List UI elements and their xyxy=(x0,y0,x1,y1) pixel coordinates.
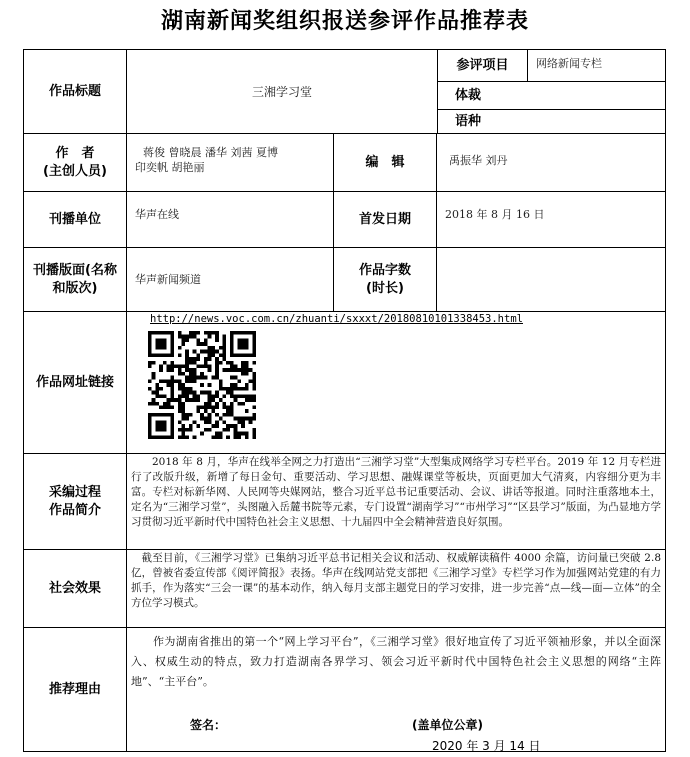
process-text: 2018 年 8 月，华声在线举全网之力打造出“三湘学习堂”大型集成网络学习专栏平台。2019 年 12 月专栏进行了改版升级，新增了每日金句、重要活动、学习思想、融媒课堂等板块，页面更加大气清爽，内容细分更为丰富。专栏对标新华网、人民网等央媒网站，整合习近平总书记重要活动、会议、讲话等报道。同时注重落地本土，定名为“三湘学习堂”，头图融入岳麓书院等元素，专门设置“湖南学习”“市州学习”“区县学习”版面，为凸显地方学习贯彻习近平新时代中国特色社会主义思想、十九届四中全会精神营造良好氛围。 xyxy=(131,456,661,528)
word-count-label-line1: 作品字数 xyxy=(358,262,411,278)
language-label: 语种 xyxy=(454,113,481,129)
category-value: 网络新闻专栏 xyxy=(536,57,602,70)
language-value xyxy=(500,110,665,133)
process-label-line1: 采编过程 xyxy=(48,484,101,500)
genre-label: 体裁 xyxy=(454,87,481,103)
reason-label: 推荐理由 xyxy=(48,682,101,697)
work-url-link[interactable]: http://news.voc.com.cn/zhuanti/sxxxt/20180810101338453.html xyxy=(150,313,523,325)
section-label-line1: 刊播版面(名称 xyxy=(33,262,117,278)
first-pub-value: 2018 年 8 月 16 日 xyxy=(445,208,545,221)
seal-label: (盖单位公章) xyxy=(412,718,483,732)
form-title: 湖南新闻奖组织报送参评作品推荐表 xyxy=(160,9,529,34)
authors-line2: 印奕帆 胡艳丽 xyxy=(135,161,205,174)
editors-value: 禹振华 刘丹 xyxy=(449,154,508,167)
authors-value xyxy=(127,134,333,191)
reason-text: 作为湖南省推出的第一个“网上学习平台”，《三湘学习堂》很好地宣传了习近平领袖形象，并以全面深入、权威生动的特点，致力打造湖南各界学习、领会习近平新时代中国特色社会主义思想的网络“主阵地”、“主平台”。 xyxy=(131,635,661,688)
author-label-line2: (主创人员) xyxy=(43,163,107,179)
section-label-line2: 和版次) xyxy=(52,280,98,296)
author-label-line1: 作 者 xyxy=(55,145,95,161)
url-label: 作品网址链接 xyxy=(35,374,114,390)
process-label xyxy=(24,454,126,549)
publisher-value: 华声在线 xyxy=(135,208,179,221)
signature-label: 签名： xyxy=(190,718,227,732)
work-title-value: 三湘学习堂 xyxy=(251,84,312,99)
authors-line1: 蒋俊 曾晓晨 潘华 刘茜 夏博 xyxy=(143,146,278,159)
genre-value xyxy=(500,82,665,109)
publisher-label: 刊播单位 xyxy=(48,211,101,227)
author-label xyxy=(24,134,126,191)
word-count-label xyxy=(334,248,436,311)
work-title-label: 作品标题 xyxy=(48,83,101,99)
section-label xyxy=(24,248,126,311)
section-value: 华声新闻频道 xyxy=(135,272,201,286)
sign-date: 2020 年 3 月 14 日 xyxy=(432,739,541,753)
word-count-value xyxy=(437,248,665,311)
process-label-line2: 作品简介 xyxy=(48,502,101,518)
word-count-label-line2: (时长) xyxy=(366,280,404,296)
editor-label: 编 辑 xyxy=(365,154,405,170)
effect-text: 截至目前，《三湘学习堂》已集纳习近平总书记相关会议和活动、权威解读稿件 4000 余篇，访问量已突破 2.8 亿，曾被省委宣传部《阅评简报》表扬。华声在线网站党支部把《三湘学习堂》专栏学习作为加强网站党建的有力抓手，作为落实“三会一课”的基本动作，纳入每月支部主题党日的学习安排，进一步完善“点—线—面—立体”的全方位学习模式。 xyxy=(131,552,661,609)
category-label: 参评项目 xyxy=(456,57,509,73)
effect-label: 社会效果 xyxy=(48,580,101,596)
first-pub-label: 首发日期 xyxy=(358,211,411,227)
qr-code-icon xyxy=(148,331,256,439)
